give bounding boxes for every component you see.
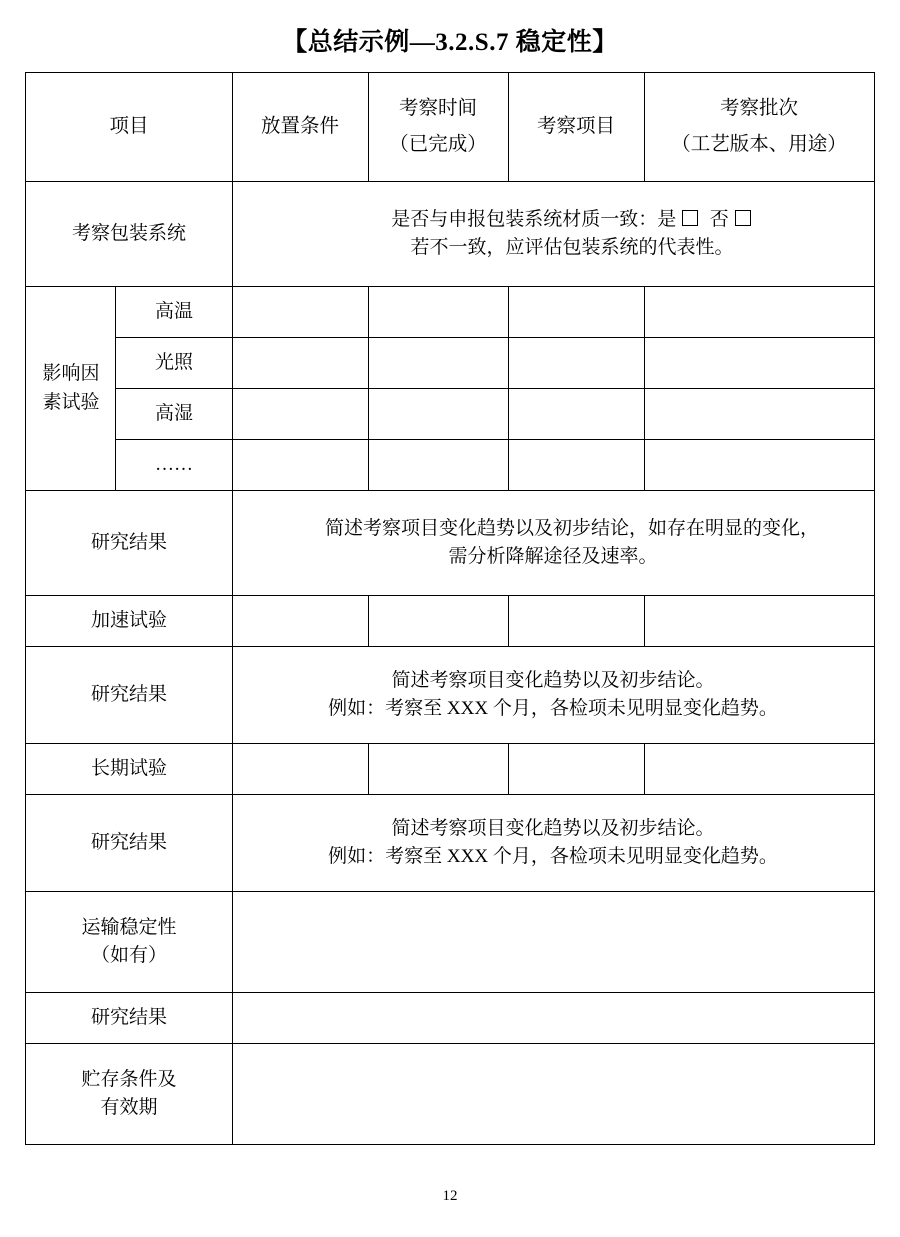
result-3-content [232,795,874,892]
cell-empty[interactable] [368,744,508,795]
result-1-line2: 需分析降解途径及速率。 [448,546,658,567]
row-label-result-4: 研究结果 [26,993,232,1044]
cell-empty[interactable] [232,892,874,993]
cell-empty[interactable] [644,596,874,647]
cell-empty[interactable] [368,440,508,491]
row-label-result-3: 研究结果 [26,795,232,892]
row-label-storage-condition [26,1044,232,1145]
result-1-content [232,491,874,596]
stability-summary-table [25,72,874,1145]
checkbox-yes[interactable] [682,210,698,226]
cell-empty[interactable] [508,744,644,795]
row-label-accelerated: 加速试验 [26,596,232,647]
row-label-transport-line1: 运输稳定性 [81,916,177,938]
table-row-influence-ellipsis [26,440,874,491]
table-row-result-3 [26,795,874,892]
row-label-long-term: 长期试验 [26,744,232,795]
result-3-line2: 例如：考察至 XXX 个月，各检项未见明显变化趋势。 [328,846,778,867]
cell-empty[interactable] [232,389,368,440]
cell-empty[interactable] [644,287,874,338]
table-row-influence-light [26,338,874,389]
row-label-storage-line1: 贮存条件及 [81,1068,177,1090]
cell-empty[interactable] [644,389,874,440]
cell-empty[interactable] [368,596,508,647]
package-system-content [232,182,874,287]
result-1-line1: 简述考察项目变化趋势以及初步结论，如存在明显的变化， [324,517,819,539]
cell-empty[interactable] [232,338,368,389]
row-label-transport-stability [26,892,232,993]
table-row-result-4 [26,993,874,1044]
sub-label-high-temp: 高温 [116,287,232,338]
package-system-question: 是否与申报包装系统材质一致：是 [391,208,677,230]
page-title: 【总结示例—3.2.S.7 稳定性】 [282,29,618,56]
table-row-influence-high-humidity [26,389,874,440]
sub-label-high-humidity: 高湿 [116,389,232,440]
result-3-line1: 简述考察项目变化趋势以及初步结论。 [391,817,715,839]
package-system-no-label: 否 [709,208,729,230]
row-label-transport-line2: （如有） [90,945,167,966]
cell-empty[interactable] [644,744,874,795]
header-test-time-line1: 考察时间 [398,97,477,119]
row-label-influence-factor [26,287,116,491]
header-test-item: 考察项目 [508,73,644,182]
cell-empty[interactable] [644,440,874,491]
cell-empty[interactable] [232,440,368,491]
table-row-result-2 [26,647,874,744]
header-test-time-line2: （已完成） [389,134,487,155]
checkbox-no[interactable] [735,210,751,226]
sub-label-ellipsis: …… [116,440,232,491]
cell-empty[interactable] [232,744,368,795]
table-row-influence-high-temp [26,287,874,338]
cell-empty[interactable] [508,287,644,338]
row-label-result-1: 研究结果 [26,491,232,596]
table-header-row [26,73,874,182]
header-item: 项目 [26,73,232,182]
cell-empty[interactable] [508,596,644,647]
table-row-accelerated [26,596,874,647]
result-2-line1: 简述考察项目变化趋势以及初步结论。 [391,669,715,691]
row-label-influence-factor-line1: 影响因 [42,363,100,384]
cell-empty[interactable] [508,338,644,389]
row-label-storage-line2: 有效期 [100,1097,158,1118]
table-row-storage-condition [26,1044,874,1145]
table-row-result-1 [26,491,874,596]
header-test-batch [644,73,874,182]
cell-empty[interactable] [508,389,644,440]
header-test-time [368,73,508,182]
cell-empty[interactable] [232,993,874,1044]
page-number: 12 [442,1188,458,1204]
table-row-transport-stability [26,892,874,993]
sub-label-light: 光照 [116,338,232,389]
row-label-influence-factor-line2: 素试验 [42,391,100,413]
table-row-package-system [26,182,874,287]
cell-empty[interactable] [644,338,874,389]
cell-empty[interactable] [368,389,508,440]
cell-empty[interactable] [368,287,508,338]
cell-empty[interactable] [232,596,368,647]
header-storage-condition: 放置条件 [232,73,368,182]
cell-empty[interactable] [232,287,368,338]
row-label-package-system: 考察包装系统 [26,182,232,287]
cell-empty[interactable] [232,1044,874,1145]
package-system-line2: 若不一致，应评估包装系统的代表性。 [410,237,734,258]
header-test-batch-line1: 考察批次 [719,97,798,119]
table-row-long-term [26,744,874,795]
package-system-line1 [233,206,874,235]
row-label-result-2: 研究结果 [26,647,232,744]
cell-empty[interactable] [368,338,508,389]
result-2-line2: 例如：考察至 XXX 个月，各检项未见明显变化趋势。 [328,698,778,719]
cell-empty[interactable] [508,440,644,491]
result-2-content [232,647,874,744]
header-test-batch-line2: （工艺版本、用途） [671,134,847,155]
